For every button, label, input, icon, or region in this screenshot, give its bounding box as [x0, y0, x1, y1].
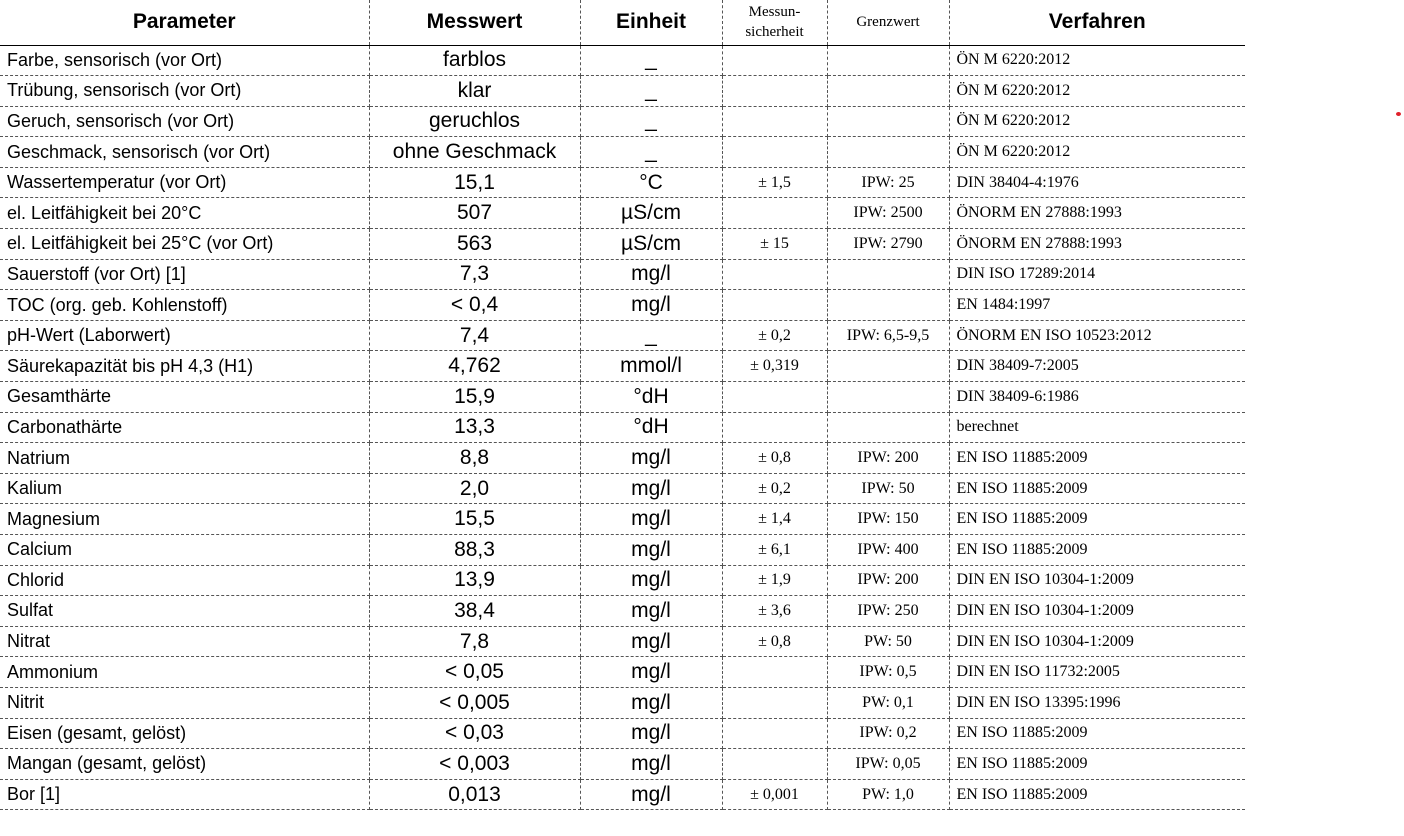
header-messunsicherheit-line1: Messun-: [748, 4, 801, 21]
table-row: [0, 626, 1245, 657]
table-row: [0, 198, 1245, 229]
parameter-cell: Eisen (gesamt, gelöst): [0, 718, 369, 749]
einheit-cell: mg/l: [580, 657, 722, 688]
parameter-cell: Geschmack, sensorisch (vor Ort): [0, 137, 369, 168]
parameter-cell: Chlorid: [0, 565, 369, 596]
messwert-cell: 15,9: [369, 382, 580, 413]
messwert-cell: klar: [369, 76, 580, 107]
einheit-cell: mmol/l: [580, 351, 722, 382]
table-row: [0, 443, 1245, 474]
messwert-cell: 15,1: [369, 167, 580, 198]
verfahren-cell: ÖNORM EN 27888:1993: [949, 198, 1245, 229]
einheit-cell: mg/l: [580, 626, 722, 657]
header-messwert: Messwert: [369, 0, 580, 45]
header-row: [0, 0, 1245, 45]
verfahren-cell: DIN 38404-4:1976: [949, 167, 1245, 198]
header-einheit: Einheit: [580, 0, 722, 45]
table-row: [0, 290, 1245, 321]
parameter-cell: Ammonium: [0, 657, 369, 688]
grenzwert-cell: [827, 76, 949, 107]
messwert-cell: 4,762: [369, 351, 580, 382]
grenzwert-cell: IPW: 50: [827, 473, 949, 504]
einheit-cell: mg/l: [580, 718, 722, 749]
table-row: [0, 137, 1245, 168]
messwert-cell: 563: [369, 229, 580, 260]
messwert-cell: geruchlos: [369, 106, 580, 137]
messwert-cell: < 0,05: [369, 657, 580, 688]
header-messunsicherheit: [722, 0, 827, 45]
parameter-cell: Säurekapazität bis pH 4,3 (H1): [0, 351, 369, 382]
table-row: [0, 229, 1245, 260]
messwert-cell: 13,3: [369, 412, 580, 443]
messwert-cell: 15,5: [369, 504, 580, 535]
messunsicherheit-cell: [722, 45, 827, 76]
grenzwert-cell: IPW: 2790: [827, 229, 949, 260]
grenzwert-cell: IPW: 400: [827, 535, 949, 566]
parameter-cell: Kalium: [0, 473, 369, 504]
table-row: [0, 535, 1245, 566]
verfahren-cell: EN ISO 11885:2009: [949, 443, 1245, 474]
messunsicherheit-cell: [722, 76, 827, 107]
parameter-cell: Natrium: [0, 443, 369, 474]
messwert-cell: < 0,005: [369, 687, 580, 718]
einheit-cell: _: [580, 106, 722, 137]
parameter-cell: Carbonathärte: [0, 412, 369, 443]
table-row: [0, 473, 1245, 504]
parameter-cell: Farbe, sensorisch (vor Ort): [0, 45, 369, 76]
parameter-cell: Wassertemperatur (vor Ort): [0, 167, 369, 198]
verfahren-cell: EN ISO 11885:2009: [949, 718, 1245, 749]
parameter-cell: Calcium: [0, 535, 369, 566]
grenzwert-cell: IPW: 0,05: [827, 749, 949, 780]
table-row: [0, 749, 1245, 780]
verfahren-cell: DIN 38409-7:2005: [949, 351, 1245, 382]
messwert-cell: 38,4: [369, 596, 580, 627]
parameter-cell: TOC (org. geb. Kohlenstoff): [0, 290, 369, 321]
einheit-cell: °C: [580, 167, 722, 198]
einheit-cell: mg/l: [580, 473, 722, 504]
messunsicherheit-cell: [722, 657, 827, 688]
einheit-cell: mg/l: [580, 259, 722, 290]
grenzwert-cell: IPW: 2500: [827, 198, 949, 229]
messwert-cell: 0,013: [369, 779, 580, 810]
messwert-cell: 8,8: [369, 443, 580, 474]
grenzwert-cell: IPW: 200: [827, 443, 949, 474]
grenzwert-cell: IPW: 0,5: [827, 657, 949, 688]
parameter-cell: Magnesium: [0, 504, 369, 535]
grenzwert-cell: IPW: 150: [827, 504, 949, 535]
einheit-cell: mg/l: [580, 535, 722, 566]
grenzwert-cell: PW: 0,1: [827, 687, 949, 718]
table-body: [0, 45, 1245, 810]
messunsicherheit-cell: [722, 137, 827, 168]
table-row: [0, 351, 1245, 382]
messunsicherheit-cell: ± 0,001: [722, 779, 827, 810]
parameter-cell: Gesamthärte: [0, 382, 369, 413]
parameter-cell: pH-Wert (Laborwert): [0, 320, 369, 351]
grenzwert-cell: PW: 1,0: [827, 779, 949, 810]
table-row: [0, 382, 1245, 413]
table-row: [0, 779, 1245, 810]
messunsicherheit-cell: [722, 687, 827, 718]
grenzwert-cell: IPW: 25: [827, 167, 949, 198]
grenzwert-cell: IPW: 200: [827, 565, 949, 596]
verfahren-cell: berechnet: [949, 412, 1245, 443]
messunsicherheit-cell: ± 6,1: [722, 535, 827, 566]
grenzwert-cell: [827, 412, 949, 443]
verfahren-cell: ÖN M 6220:2012: [949, 45, 1245, 76]
header-parameter: Parameter: [0, 0, 369, 45]
grenzwert-cell: [827, 106, 949, 137]
messunsicherheit-cell: [722, 290, 827, 321]
parameter-cell: Geruch, sensorisch (vor Ort): [0, 106, 369, 137]
parameter-cell: el. Leitfähigkeit bei 20°C: [0, 198, 369, 229]
messunsicherheit-cell: ± 1,5: [722, 167, 827, 198]
verfahren-cell: DIN EN ISO 13395:1996: [949, 687, 1245, 718]
grenzwert-cell: [827, 290, 949, 321]
table-row: [0, 45, 1245, 76]
grenzwert-cell: IPW: 0,2: [827, 718, 949, 749]
verfahren-cell: ÖN M 6220:2012: [949, 76, 1245, 107]
messunsicherheit-cell: ± 0,2: [722, 473, 827, 504]
verfahren-cell: ÖNORM EN ISO 10523:2012: [949, 320, 1245, 351]
parameter-cell: Mangan (gesamt, gelöst): [0, 749, 369, 780]
einheit-cell: mg/l: [580, 687, 722, 718]
parameter-cell: Trübung, sensorisch (vor Ort): [0, 76, 369, 107]
einheit-cell: mg/l: [580, 596, 722, 627]
messwert-cell: < 0,03: [369, 718, 580, 749]
messunsicherheit-cell: [722, 259, 827, 290]
verfahren-cell: EN ISO 11885:2009: [949, 473, 1245, 504]
red-dot-mark: [1396, 112, 1401, 116]
parameter-cell: Sulfat: [0, 596, 369, 627]
messwert-cell: 7,3: [369, 259, 580, 290]
einheit-cell: °dH: [580, 382, 722, 413]
grenzwert-cell: IPW: 250: [827, 596, 949, 627]
table-row: [0, 259, 1245, 290]
grenzwert-cell: [827, 351, 949, 382]
einheit-cell: mg/l: [580, 779, 722, 810]
einheit-cell: _: [580, 320, 722, 351]
verfahren-cell: EN ISO 11885:2009: [949, 535, 1245, 566]
messwert-cell: 13,9: [369, 565, 580, 596]
messwert-cell: < 0,4: [369, 290, 580, 321]
table-row: [0, 565, 1245, 596]
verfahren-cell: DIN EN ISO 10304-1:2009: [949, 565, 1245, 596]
messunsicherheit-cell: ± 0,8: [722, 443, 827, 474]
table-row: [0, 596, 1245, 627]
parameter-cell: Bor [1]: [0, 779, 369, 810]
verfahren-cell: ÖN M 6220:2012: [949, 106, 1245, 137]
table-row: [0, 718, 1245, 749]
verfahren-cell: DIN EN ISO 10304-1:2009: [949, 596, 1245, 627]
einheit-cell: °dH: [580, 412, 722, 443]
einheit-cell: _: [580, 45, 722, 76]
table-row: [0, 167, 1245, 198]
einheit-cell: µS/cm: [580, 229, 722, 260]
messwert-cell: farblos: [369, 45, 580, 76]
parameter-cell: el. Leitfähigkeit bei 25°C (vor Ort): [0, 229, 369, 260]
table-row: [0, 657, 1245, 688]
messwert-cell: 88,3: [369, 535, 580, 566]
einheit-cell: _: [580, 76, 722, 107]
verfahren-cell: DIN ISO 17289:2014: [949, 259, 1245, 290]
messunsicherheit-cell: [722, 412, 827, 443]
messunsicherheit-cell: [722, 382, 827, 413]
messunsicherheit-cell: ± 3,6: [722, 596, 827, 627]
verfahren-cell: DIN 38409-6:1986: [949, 382, 1245, 413]
header-messunsicherheit-line2: sicherheit: [745, 24, 804, 41]
grenzwert-cell: [827, 137, 949, 168]
einheit-cell: mg/l: [580, 749, 722, 780]
grenzwert-cell: [827, 382, 949, 413]
parameter-cell: Nitrat: [0, 626, 369, 657]
messwert-cell: 2,0: [369, 473, 580, 504]
messunsicherheit-cell: ± 0,319: [722, 351, 827, 382]
grenzwert-cell: [827, 45, 949, 76]
messunsicherheit-cell: [722, 198, 827, 229]
verfahren-cell: EN ISO 11885:2009: [949, 504, 1245, 535]
table-row: [0, 106, 1245, 137]
table-row: [0, 320, 1245, 351]
table-row: [0, 76, 1245, 107]
table-row: [0, 412, 1245, 443]
messwert-cell: < 0,003: [369, 749, 580, 780]
grenzwert-cell: [827, 259, 949, 290]
verfahren-cell: ÖNORM EN 27888:1993: [949, 229, 1245, 260]
messunsicherheit-cell: [722, 749, 827, 780]
messwert-cell: 7,4: [369, 320, 580, 351]
messunsicherheit-cell: ± 0,8: [722, 626, 827, 657]
messwert-cell: 7,8: [369, 626, 580, 657]
grenzwert-cell: PW: 50: [827, 626, 949, 657]
verfahren-cell: EN ISO 11885:2009: [949, 779, 1245, 810]
grenzwert-cell: IPW: 6,5-9,5: [827, 320, 949, 351]
messunsicherheit-cell: [722, 718, 827, 749]
messunsicherheit-cell: ± 15: [722, 229, 827, 260]
table-row: [0, 687, 1245, 718]
verfahren-cell: DIN EN ISO 10304-1:2009: [949, 626, 1245, 657]
header-grenzwert: Grenzwert: [827, 0, 949, 45]
messwert-cell: ohne Geschmack: [369, 137, 580, 168]
messunsicherheit-cell: [722, 106, 827, 137]
messunsicherheit-cell: ± 0,2: [722, 320, 827, 351]
parameter-cell: Sauerstoff (vor Ort) [1]: [0, 259, 369, 290]
einheit-cell: mg/l: [580, 443, 722, 474]
parameter-cell: Nitrit: [0, 687, 369, 718]
verfahren-cell: DIN EN ISO 11732:2005: [949, 657, 1245, 688]
einheit-cell: mg/l: [580, 290, 722, 321]
einheit-cell: mg/l: [580, 565, 722, 596]
header-verfahren: Verfahren: [949, 0, 1245, 45]
einheit-cell: µS/cm: [580, 198, 722, 229]
messunsicherheit-cell: ± 1,9: [722, 565, 827, 596]
einheit-cell: mg/l: [580, 504, 722, 535]
messwert-cell: 507: [369, 198, 580, 229]
table-row: [0, 504, 1245, 535]
messunsicherheit-cell: ± 1,4: [722, 504, 827, 535]
einheit-cell: _: [580, 137, 722, 168]
verfahren-cell: EN 1484:1997: [949, 290, 1245, 321]
verfahren-cell: ÖN M 6220:2012: [949, 137, 1245, 168]
verfahren-cell: EN ISO 11885:2009: [949, 749, 1245, 780]
